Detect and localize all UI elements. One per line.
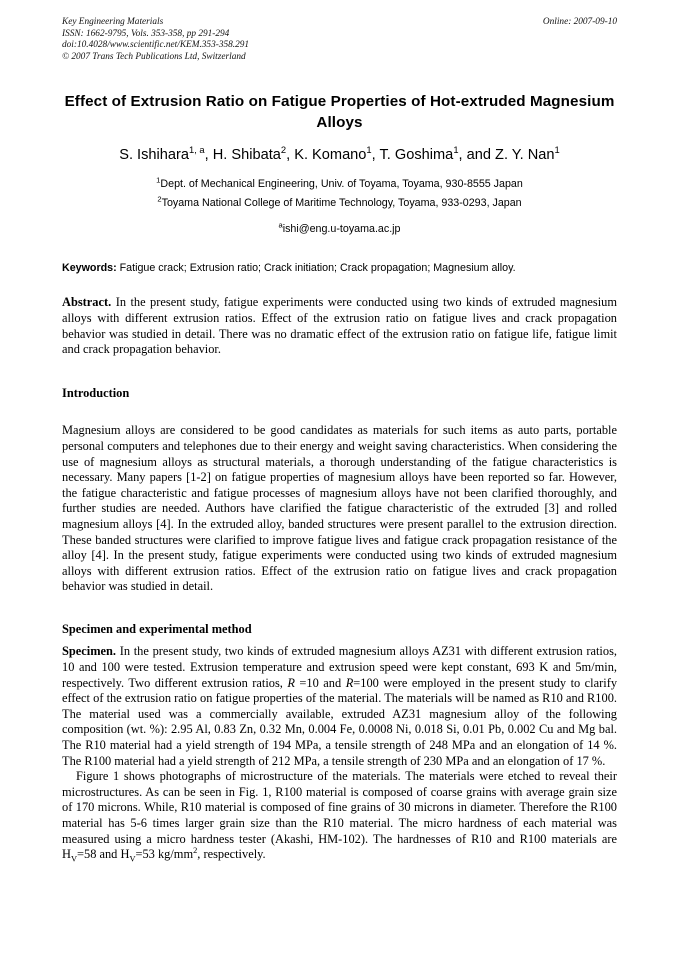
affiliation-marker: 1 [156, 175, 161, 185]
author-name: S. Ishihara [119, 147, 189, 164]
specimen-text-b: =10 and [294, 675, 346, 690]
author-separator: , [204, 147, 213, 164]
microstructure-text-a: Figure 1 shows photographs of microstructure of the materials. The materials were etched to reveal their microstructures. As can be seen in Fig. 1, R100 material is composed of coarse grains with average grain size of 170 microns. While, R10 material is composed of fine grains of 30 microns in diameter. Therefore the R100 material has 5-6 times larger grain size than the R10 material. The micro hardness of each material was measured using a micro hardness tester (Akashi, HM-102). The hardnesses of R10 and R100 materials are H [62, 769, 617, 862]
keywords-line [62, 261, 617, 275]
microstructure-text-c: =53 kg/mm [135, 847, 194, 862]
affiliation-list [62, 175, 617, 213]
author-affiliation-marker: 1 [453, 144, 459, 156]
keywords-label: Keywords: [62, 262, 117, 275]
section-heading-specimen-method: Specimen and experimental method [62, 621, 252, 636]
email-address: ishi@eng.u-toyama.ac.jp [282, 223, 401, 236]
keywords-text: Fatigue crack; Extrusion ratio; Crack initiation; Crack propagation; Magnesium alloy. [119, 262, 516, 275]
hardness-subscript-2: V [129, 854, 136, 864]
abstract-text: In the present study, fatigue experiments were conducted using two kinds of extruded magnesium alloys with different extrusion ratios. Effect of the extrusion ratio on fatigue lives and crack propagation behavior was studied in detail. There was no dramatic effect of the extrusion ratio on fatigue life, fatigue limit and crack propagation behavior. [62, 295, 617, 357]
specimen-label: Specimen. [62, 644, 117, 659]
abstract-block [62, 295, 617, 357]
author-separator: , [458, 147, 467, 164]
unit-exponent: 2 [193, 846, 198, 856]
author-list [62, 145, 617, 165]
author-separator: , [286, 147, 295, 164]
author-separator: , [371, 147, 380, 164]
affiliation-item [62, 194, 617, 213]
specimen-text-c: =100 were employed in the present study to clarify effect of the extrusion ratio on fatigue properties of the material. The materials will be named as R10 and R100. The material used was a commercially available, extruded AZ31 magnesium alloy of the following composition (wt. %): 2.95 Al, 0.83 Zn, 0.32 Mn, 0.004 Fe, 0.0008 Ni, 0.018 Si, 0.01 Pb, 0.002 Cu and Mg bal. The R10 material had a yield strength of 194 MPa, a tensile strength of 248 MPa and an elongation of 14 %. The R100 material had a yield strength of 212 MPa, a tensile strength of 230 MPa and an elongation of 17 %. [62, 675, 618, 768]
journal-masthead [62, 17, 617, 63]
specimen-text-a: In the present study, two kinds of extruded magnesium alloys AZ31 with different extrusion ratios, 10 and 100 were tested. Extrusion temperature and extrusion speed were kept constant, 693 K and 5m/min, respectively. Two different extrusion ratios, [62, 644, 617, 690]
microstructure-text-b: =58 and H [77, 847, 130, 862]
author-name: H. Shibata [212, 147, 281, 164]
copyright-line: © 2007 Trans Tech Publications Ltd, Switzerland [62, 51, 246, 62]
author-affiliation-marker: 2 [280, 144, 287, 156]
author-name: T. Goshima [379, 147, 454, 164]
affiliation-item [62, 175, 617, 194]
corresponding-email [62, 222, 617, 236]
introduction-paragraph: Magnesium alloys are considered to be good candidates as materials for such items as auto parts, portable personal computers and telephones due to their energy and weight saving characteristics. When considering the use of magnesium alloys as structural materials, a thorough understanding of the fatigue characteristics is necessary. Many papers [1-2] on fatigue properties of magnesium alloys have been reported so far. However, the fatigue characteristic and fatigue processes of magnesium alloys have not been clarified thoroughly, and further studies are needed. Authors have clarified the fatigue characteristic of the extruded [3] and rolled magnesium alloys [4]. In the extruded alloy, banded structures were present parallel to the extrusion direction. These banded structures were clarified to improve fatigue lives and fatigue crack propagation resistance of the alloy [4]. In the present study, fatigue experiments were conducted using two kinds of extruded magnesium alloys with different extrusion ratios. Effect of the extrusion ratio on fatigue lives and crack propagation behavior was studied in detail. [62, 423, 617, 594]
issn-line: ISSN: 1662-9795, Vols. 353-358, pp 291-294 [62, 28, 230, 39]
specimen-paragraph-1 [62, 644, 617, 769]
journal-name: Key Engineering Materials [62, 17, 164, 27]
doi-line: doi:10.4028/www.scientific.net/KEM.353-358.291 [62, 40, 250, 51]
page-content [62, 0, 617, 863]
online-date: Online: 2007-09-10 [542, 17, 617, 27]
email-marker: a [278, 220, 283, 230]
hardness-subscript-1: V [70, 854, 78, 864]
section-heading-introduction: Introduction [62, 385, 130, 400]
page-title: Effect of Extrusion Ratio on Fatigue Properties of Hot-extruded Magnesium Alloys [64, 93, 615, 131]
extrusion-ratio-symbol-1: R [287, 675, 295, 690]
extrusion-ratio-symbol-2: R [345, 675, 354, 690]
microstructure-text-d: , respectively. [197, 847, 266, 862]
author-affiliation-marker: 1 [554, 144, 560, 156]
abstract-label: Abstract. [62, 295, 112, 310]
author-name: and Z. Y. Nan [466, 147, 555, 164]
affiliation-marker: 2 [157, 194, 162, 204]
author-name: K. Komano [294, 147, 367, 164]
author-affiliation-marker: 1, a [188, 144, 205, 156]
affiliation-text: Toyama National College of Maritime Technology, Toyama, 933-0293, Japan [161, 197, 522, 210]
affiliation-text: Dept. of Mechanical Engineering, Univ. of Toyama, Toyama, 930-8555 Japan [160, 178, 523, 191]
specimen-paragraph-2 [62, 769, 617, 863]
author-affiliation-marker: 1 [366, 144, 372, 156]
